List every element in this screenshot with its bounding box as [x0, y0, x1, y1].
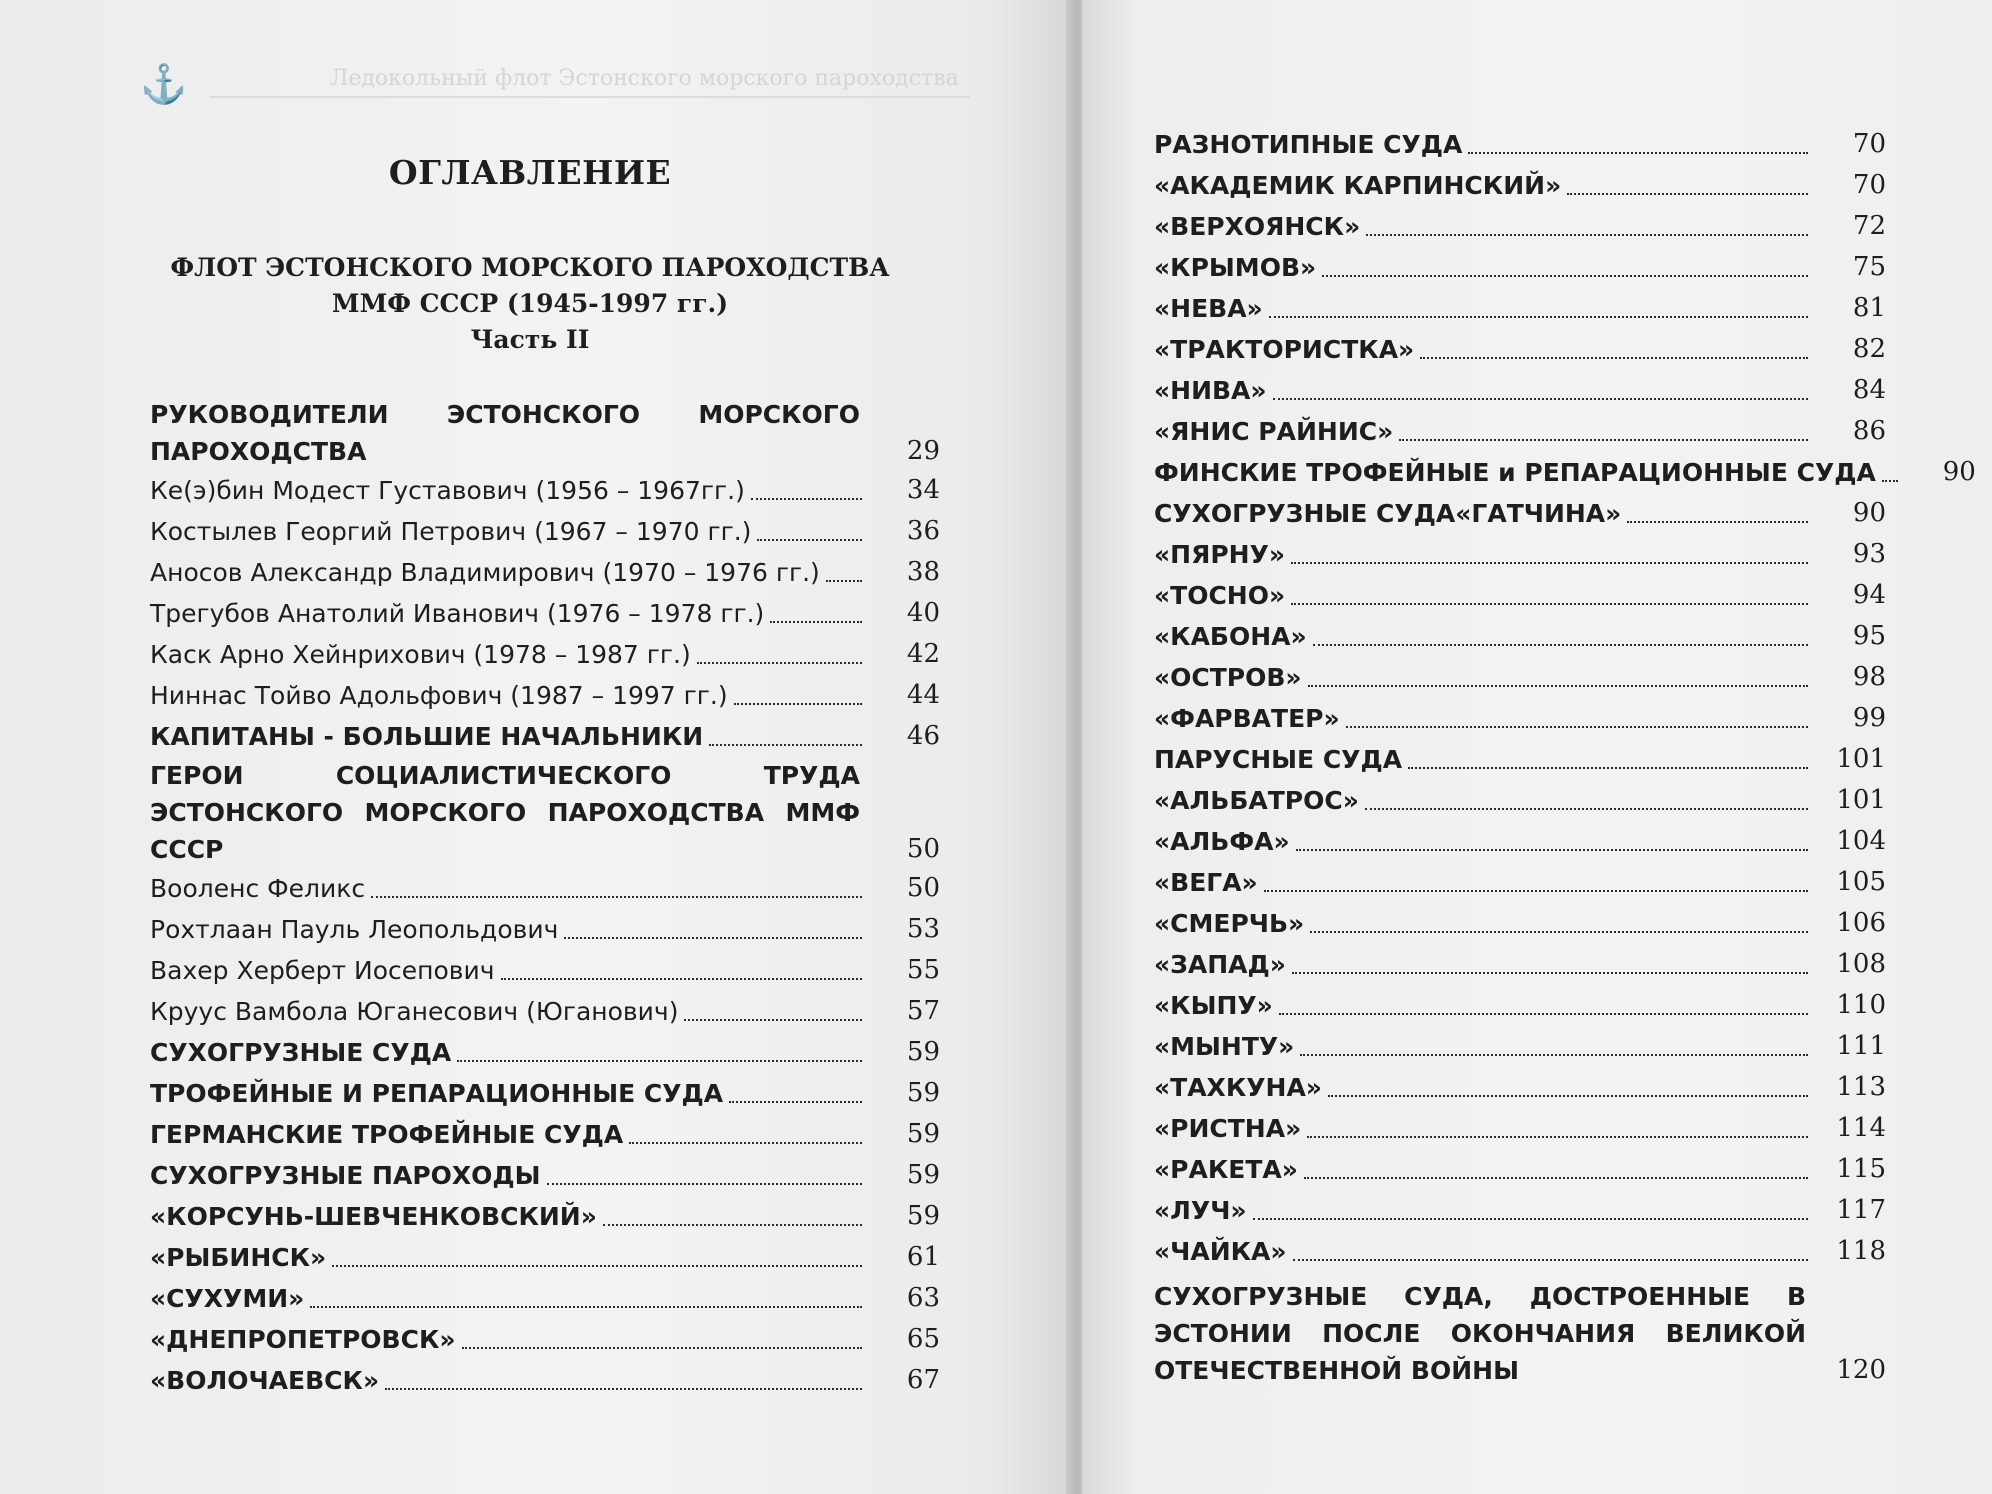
toc-entry-title: Ке(э)бин Модест Густавович (1956 – 1967гг.) [150, 476, 745, 505]
toc-entry[interactable] [1154, 1231, 1886, 1272]
toc-entry-page: 101 [1836, 744, 1886, 774]
running-header-text: Ледокольный флот Эстонского морского пароходства [330, 66, 959, 91]
toc-entry-page: 114 [1836, 1113, 1886, 1143]
toc-entry-page: 57 [906, 996, 940, 1026]
leader-dots [1307, 1136, 1808, 1138]
toc-entry[interactable] [1154, 452, 1976, 493]
leader-dots [709, 744, 862, 746]
toc-entry-page: 44 [906, 680, 940, 710]
leader-dots [729, 1101, 862, 1103]
leader-dots [734, 703, 862, 705]
leader-dots [1269, 316, 1808, 318]
toc-entry[interactable] [1154, 206, 1886, 247]
header-rule [210, 96, 970, 98]
toc-entry-page: 59 [906, 1078, 940, 1108]
section-heading-line-1: ФЛОТ ЭСТОНСКОГО МОРСКОГО ПАРОХОДСТВА [170, 253, 890, 282]
toc-entry-page: 75 [1852, 252, 1886, 282]
toc-entry-page: 105 [1836, 867, 1886, 897]
toc-entry[interactable] [1154, 534, 1886, 575]
toc-entry-page: 117 [1836, 1195, 1886, 1225]
toc-entry-title: Аносов Александр Владимирович (1970 – 1976 гг.) [150, 558, 820, 587]
leader-dots [684, 1019, 862, 1021]
toc-entry[interactable] [150, 757, 940, 868]
toc-entry-title: «КЫПУ» [1154, 991, 1273, 1020]
leader-dots [1322, 275, 1808, 277]
toc-entry-page: 72 [1852, 211, 1886, 241]
leader-dots [603, 1224, 862, 1226]
toc-entry-page: 59 [906, 1037, 940, 1067]
toc-entry[interactable] [1154, 657, 1886, 698]
leader-dots [1304, 1177, 1808, 1179]
section-heading-line-3: Часть II [470, 325, 590, 354]
toc-entry-title: «ДНЕПРОПЕТРОВСК» [150, 1325, 456, 1354]
leader-dots [1468, 152, 1808, 154]
toc-entry-page: 118 [1836, 1236, 1886, 1266]
toc-entry-page: 115 [1836, 1154, 1886, 1184]
toc-entry[interactable] [1154, 739, 1886, 780]
toc-entry[interactable] [150, 552, 940, 593]
toc-entry[interactable] [150, 909, 940, 950]
toc-entry-title: ПАРУСНЫЕ СУДА [1154, 745, 1403, 774]
toc-entry-page: 61 [906, 1242, 940, 1272]
toc-entry-title: «ВЕРХОЯНСК» [1154, 212, 1361, 241]
toc-entry[interactable] [150, 1196, 940, 1237]
leader-dots [1293, 1259, 1808, 1261]
toc-entry[interactable] [150, 868, 940, 909]
toc-entry-page: 82 [1852, 334, 1886, 364]
toc-entry[interactable] [1154, 1278, 1886, 1389]
toc-entry-page: 99 [1852, 703, 1886, 733]
toc-entry[interactable] [1154, 821, 1886, 862]
toc-entry[interactable] [150, 1278, 940, 1319]
toc-entry-page: 36 [906, 516, 940, 546]
toc-entry[interactable] [1154, 698, 1886, 739]
leader-dots [1264, 890, 1808, 892]
leader-dots [371, 896, 862, 898]
toc-entry-title: СУХОГРУЗНЫЕ СУДА«ГАТЧИНА» [1154, 499, 1622, 528]
toc-entry[interactable] [150, 396, 940, 470]
leader-dots [1296, 849, 1808, 851]
toc-entry[interactable] [150, 1032, 940, 1073]
toc-entry-page: 98 [1852, 662, 1886, 692]
leader-dots [1366, 234, 1808, 236]
toc-entry-title: СУХОГРУЗНЫЕ ПАРОХОДЫ [150, 1161, 541, 1190]
toc-entry-title: ГЕРОИ СОЦИАЛИСТИЧЕСКОГО ТРУДА ЭСТОНСКОГО МОРСКОГО ПАРОХОДСТВА ММФ СССР [150, 761, 860, 864]
toc-entry[interactable] [1154, 411, 1886, 452]
toc-entry-page: 95 [1852, 621, 1886, 651]
toc-entry-title: ФИНСКИЕ ТРОФЕЙНЫЕ и РЕПАРАЦИОННЫЕ СУДА [1154, 458, 1876, 487]
toc-entry-title: «СУХУМИ» [150, 1284, 305, 1313]
leader-dots [1310, 931, 1808, 933]
section-heading-line-2: ММФ СССР (1945-1997 гг.) [331, 289, 729, 318]
toc-entry-page: 94 [1852, 580, 1886, 610]
leader-dots [1273, 398, 1808, 400]
toc-entry[interactable] [150, 1319, 940, 1360]
toc-entry-title: СУХОГРУЗНЫЕ СУДА, ДОСТРОЕННЫЕ В ЭСТОНИИ ПОСЛЕ ОКОНЧАНИЯ ВЕЛИКОЙ ОТЕЧЕСТВЕННОЙ ВОЙНЫ [1154, 1282, 1806, 1385]
toc-entry-title: «ОСТРОВ» [1154, 663, 1302, 692]
toc-entry-page: 104 [1836, 826, 1886, 856]
section-heading [160, 250, 900, 358]
toc-entry[interactable] [150, 1237, 940, 1278]
toc-entry[interactable] [1154, 985, 1886, 1026]
toc-entry-title: «ЛУЧ» [1154, 1196, 1247, 1225]
toc-left-list [150, 396, 940, 1401]
toc-entry-page: 38 [906, 557, 940, 587]
toc-entry-title: «ЧАЙКА» [1154, 1237, 1287, 1266]
leader-dots [1291, 603, 1808, 605]
toc-entry[interactable] [1154, 944, 1886, 985]
toc-entry-title: Трегубов Анатолий Иванович (1976 – 1978 гг.) [150, 599, 765, 628]
toc-entry-title: СУХОГРУЗНЫЕ СУДА [150, 1038, 452, 1067]
toc-entry-title: Круус Вамбола Юганесович (Юганович) [150, 997, 679, 1026]
toc-entry[interactable] [150, 991, 940, 1032]
toc-entry-title: «КРЫМОВ» [1154, 253, 1317, 282]
toc-entry-page: 101 [1836, 785, 1886, 815]
leader-dots [501, 978, 862, 980]
toc-entry[interactable] [1154, 165, 1886, 206]
toc-entry-page: 67 [906, 1365, 940, 1395]
toc-entry[interactable] [1154, 493, 1886, 534]
toc-right-list [1154, 124, 1976, 1389]
toc-entry[interactable] [150, 593, 940, 634]
toc-entry[interactable] [1154, 1108, 1886, 1149]
toc-entry-page: 29 [906, 436, 940, 466]
toc-entry-title: ТРОФЕЙНЫЕ И РЕПАРАЦИОННЫЕ СУДА [150, 1079, 724, 1108]
toc-entry-page: 120 [1836, 1355, 1886, 1385]
toc-entry[interactable] [1154, 1149, 1886, 1190]
toc-entry[interactable] [150, 1114, 940, 1155]
leader-dots [1420, 357, 1808, 359]
toc-entry-page: 40 [906, 598, 940, 628]
leader-dots [757, 539, 862, 541]
toc-entry[interactable] [1154, 1067, 1886, 1108]
toc-entry-title: Каск Арно Хейнрихович (1978 – 1987 гг.) [150, 640, 691, 669]
toc-entry-title: «ВЕГА» [1154, 868, 1258, 897]
leader-dots [1313, 644, 1808, 646]
toc-entry-page: 34 [906, 475, 940, 505]
toc-entry-page: 59 [906, 1119, 940, 1149]
toc-entry-page: 81 [1852, 293, 1886, 323]
leader-dots [1627, 521, 1808, 523]
toc-entry-title: РУКОВОДИТЕЛИ ЭСТОНСКОГО МОРСКОГО ПАРОХОДСТВА [150, 400, 860, 466]
leader-dots [457, 1060, 862, 1062]
ship-logo-icon: ⚓ [140, 62, 188, 106]
toc-entry-page: 106 [1836, 908, 1886, 938]
toc-entry-title: «ЯНИС РАЙНИС» [1154, 417, 1394, 446]
leader-dots [1308, 685, 1808, 687]
leader-dots [547, 1183, 862, 1185]
toc-entry-page: 70 [1852, 170, 1886, 200]
toc-entry[interactable] [150, 1155, 940, 1196]
toc-entry[interactable] [150, 675, 940, 716]
leader-dots [1399, 439, 1808, 441]
leader-dots [1882, 480, 1898, 482]
toc-entry[interactable] [1154, 862, 1886, 903]
toc-entry-title: «АКАДЕМИК КАРПИНСКИЙ» [1154, 171, 1562, 200]
toc-entry-page: 110 [1836, 990, 1886, 1020]
toc-entry-title: «СМЕРЧЬ» [1154, 909, 1305, 938]
leader-dots [1328, 1095, 1808, 1097]
toc-entry-title: Вооленс Феликс [150, 874, 366, 903]
toc-entry-page: 113 [1836, 1072, 1886, 1102]
toc-entry-page: 55 [906, 955, 940, 985]
toc-entry[interactable] [1154, 1026, 1886, 1067]
toc-entry-title: «РАКЕТА» [1154, 1155, 1298, 1184]
toc-entry-page: 59 [906, 1201, 940, 1231]
toc-entry[interactable] [1154, 329, 1886, 370]
toc-entry-title: Костылев Георгий Петрович (1967 – 1970 гг.) [150, 517, 752, 546]
toc-entry-title: ГЕРМАНСКИЕ ТРОФЕЙНЫЕ СУДА [150, 1120, 624, 1149]
toc-entry[interactable] [1154, 616, 1886, 657]
toc-entry[interactable] [1154, 370, 1886, 411]
toc-entry-page: 42 [906, 639, 940, 669]
leader-dots [770, 621, 862, 623]
toc-entry-title: «КАБОНА» [1154, 622, 1307, 651]
leader-dots [1408, 767, 1808, 769]
toc-entry-title: Вахер Херберт Иосепович [150, 956, 495, 985]
leader-dots [826, 580, 862, 582]
toc-entry[interactable] [150, 950, 940, 991]
toc-entry-title: «РИСТНА» [1154, 1114, 1302, 1143]
toc-entry-page: 53 [906, 914, 940, 944]
toc-entry[interactable] [150, 511, 940, 552]
toc-entry[interactable] [1154, 124, 1886, 165]
toc-entry-title: «ВОЛОЧАЕВСК» [150, 1366, 380, 1395]
toc-entry-page: 59 [906, 1160, 940, 1190]
toc-entry-page: 46 [906, 721, 940, 751]
leader-dots [1292, 972, 1808, 974]
leader-dots [1567, 193, 1808, 195]
leader-dots [564, 937, 862, 939]
leader-dots [1279, 1013, 1808, 1015]
toc-entry-page: 50 [906, 873, 940, 903]
toc-entry[interactable] [1154, 247, 1886, 288]
toc-entry-page: 111 [1836, 1031, 1886, 1061]
leader-dots [1346, 726, 1808, 728]
toc-entry[interactable] [150, 1360, 940, 1401]
toc-entry-title: «МЫНТУ» [1154, 1032, 1295, 1061]
toc-entry-title: «РЫБИНСК» [150, 1243, 327, 1272]
toc-entry[interactable] [150, 1073, 940, 1114]
leader-dots [1291, 562, 1808, 564]
leader-dots [1365, 808, 1808, 810]
toc-entry[interactable] [150, 470, 940, 511]
toc-entry[interactable] [150, 634, 940, 675]
faint-running-header [140, 62, 960, 108]
leader-dots [751, 498, 862, 500]
toc-entry-title: Рохтлаан Пауль Леопольдович [150, 915, 559, 944]
toc-entry-title: «НЕВА» [1154, 294, 1263, 323]
toc-entry-title: РАЗНОТИПНЫЕ СУДА [1154, 130, 1463, 159]
leader-dots [629, 1142, 862, 1144]
leader-dots [697, 662, 862, 664]
toc-entry-title: «ФАРВАТЕР» [1154, 704, 1340, 733]
toc-entry-page: 50 [906, 834, 940, 864]
toc-entry[interactable] [1154, 575, 1886, 616]
toc-entry-title: «АЛЬБАТРОС» [1154, 786, 1359, 815]
leader-dots [1253, 1218, 1808, 1220]
toc-entry-page: 63 [906, 1283, 940, 1313]
toc-entry-title: «НИВА» [1154, 376, 1267, 405]
toc-entry[interactable] [1154, 903, 1886, 944]
toc-entry-page: 90 [1942, 457, 1976, 487]
toc-entry-title: «АЛЬФА» [1154, 827, 1290, 856]
toc-entry-page: 86 [1852, 416, 1886, 446]
toc-entry-title: «ЗАПАД» [1154, 950, 1286, 979]
contents-title: ОГЛАВЛЕНИЕ [388, 153, 672, 192]
toc-entry-page: 65 [906, 1324, 940, 1354]
toc-entry[interactable] [1154, 288, 1886, 329]
toc-entry-page: 90 [1852, 498, 1886, 528]
toc-entry-title: «КОРСУНЬ-ШЕВЧЕНКОВСКИЙ» [150, 1202, 597, 1231]
toc-entry-title: «ТАХКУНА» [1154, 1073, 1322, 1102]
toc-entry-title: «ПЯРНУ» [1154, 540, 1285, 569]
toc-entry[interactable] [150, 716, 940, 757]
toc-entry[interactable] [1154, 780, 1886, 821]
toc-entry-page: 84 [1852, 375, 1886, 405]
toc-entry-page: 70 [1852, 129, 1886, 159]
toc-entry-page: 108 [1836, 949, 1886, 979]
toc-entry-title: «ТОСНО» [1154, 581, 1286, 610]
toc-entry-title: КАПИТАНЫ - БОЛЬШИЕ НАЧАЛЬНИКИ [150, 722, 704, 751]
leader-dots [310, 1306, 862, 1308]
leader-dots [462, 1347, 862, 1349]
toc-entry-title: «ТРАКТОРИСТКА» [1154, 335, 1415, 364]
leader-dots [385, 1388, 862, 1390]
toc-entry[interactable] [1154, 1190, 1886, 1231]
leader-dots [1300, 1054, 1808, 1056]
toc-entry-page: 93 [1852, 539, 1886, 569]
leader-dots [332, 1265, 862, 1267]
toc-entry-title: Ниннас Тойво Адольфович (1987 – 1997 гг.) [150, 681, 728, 710]
